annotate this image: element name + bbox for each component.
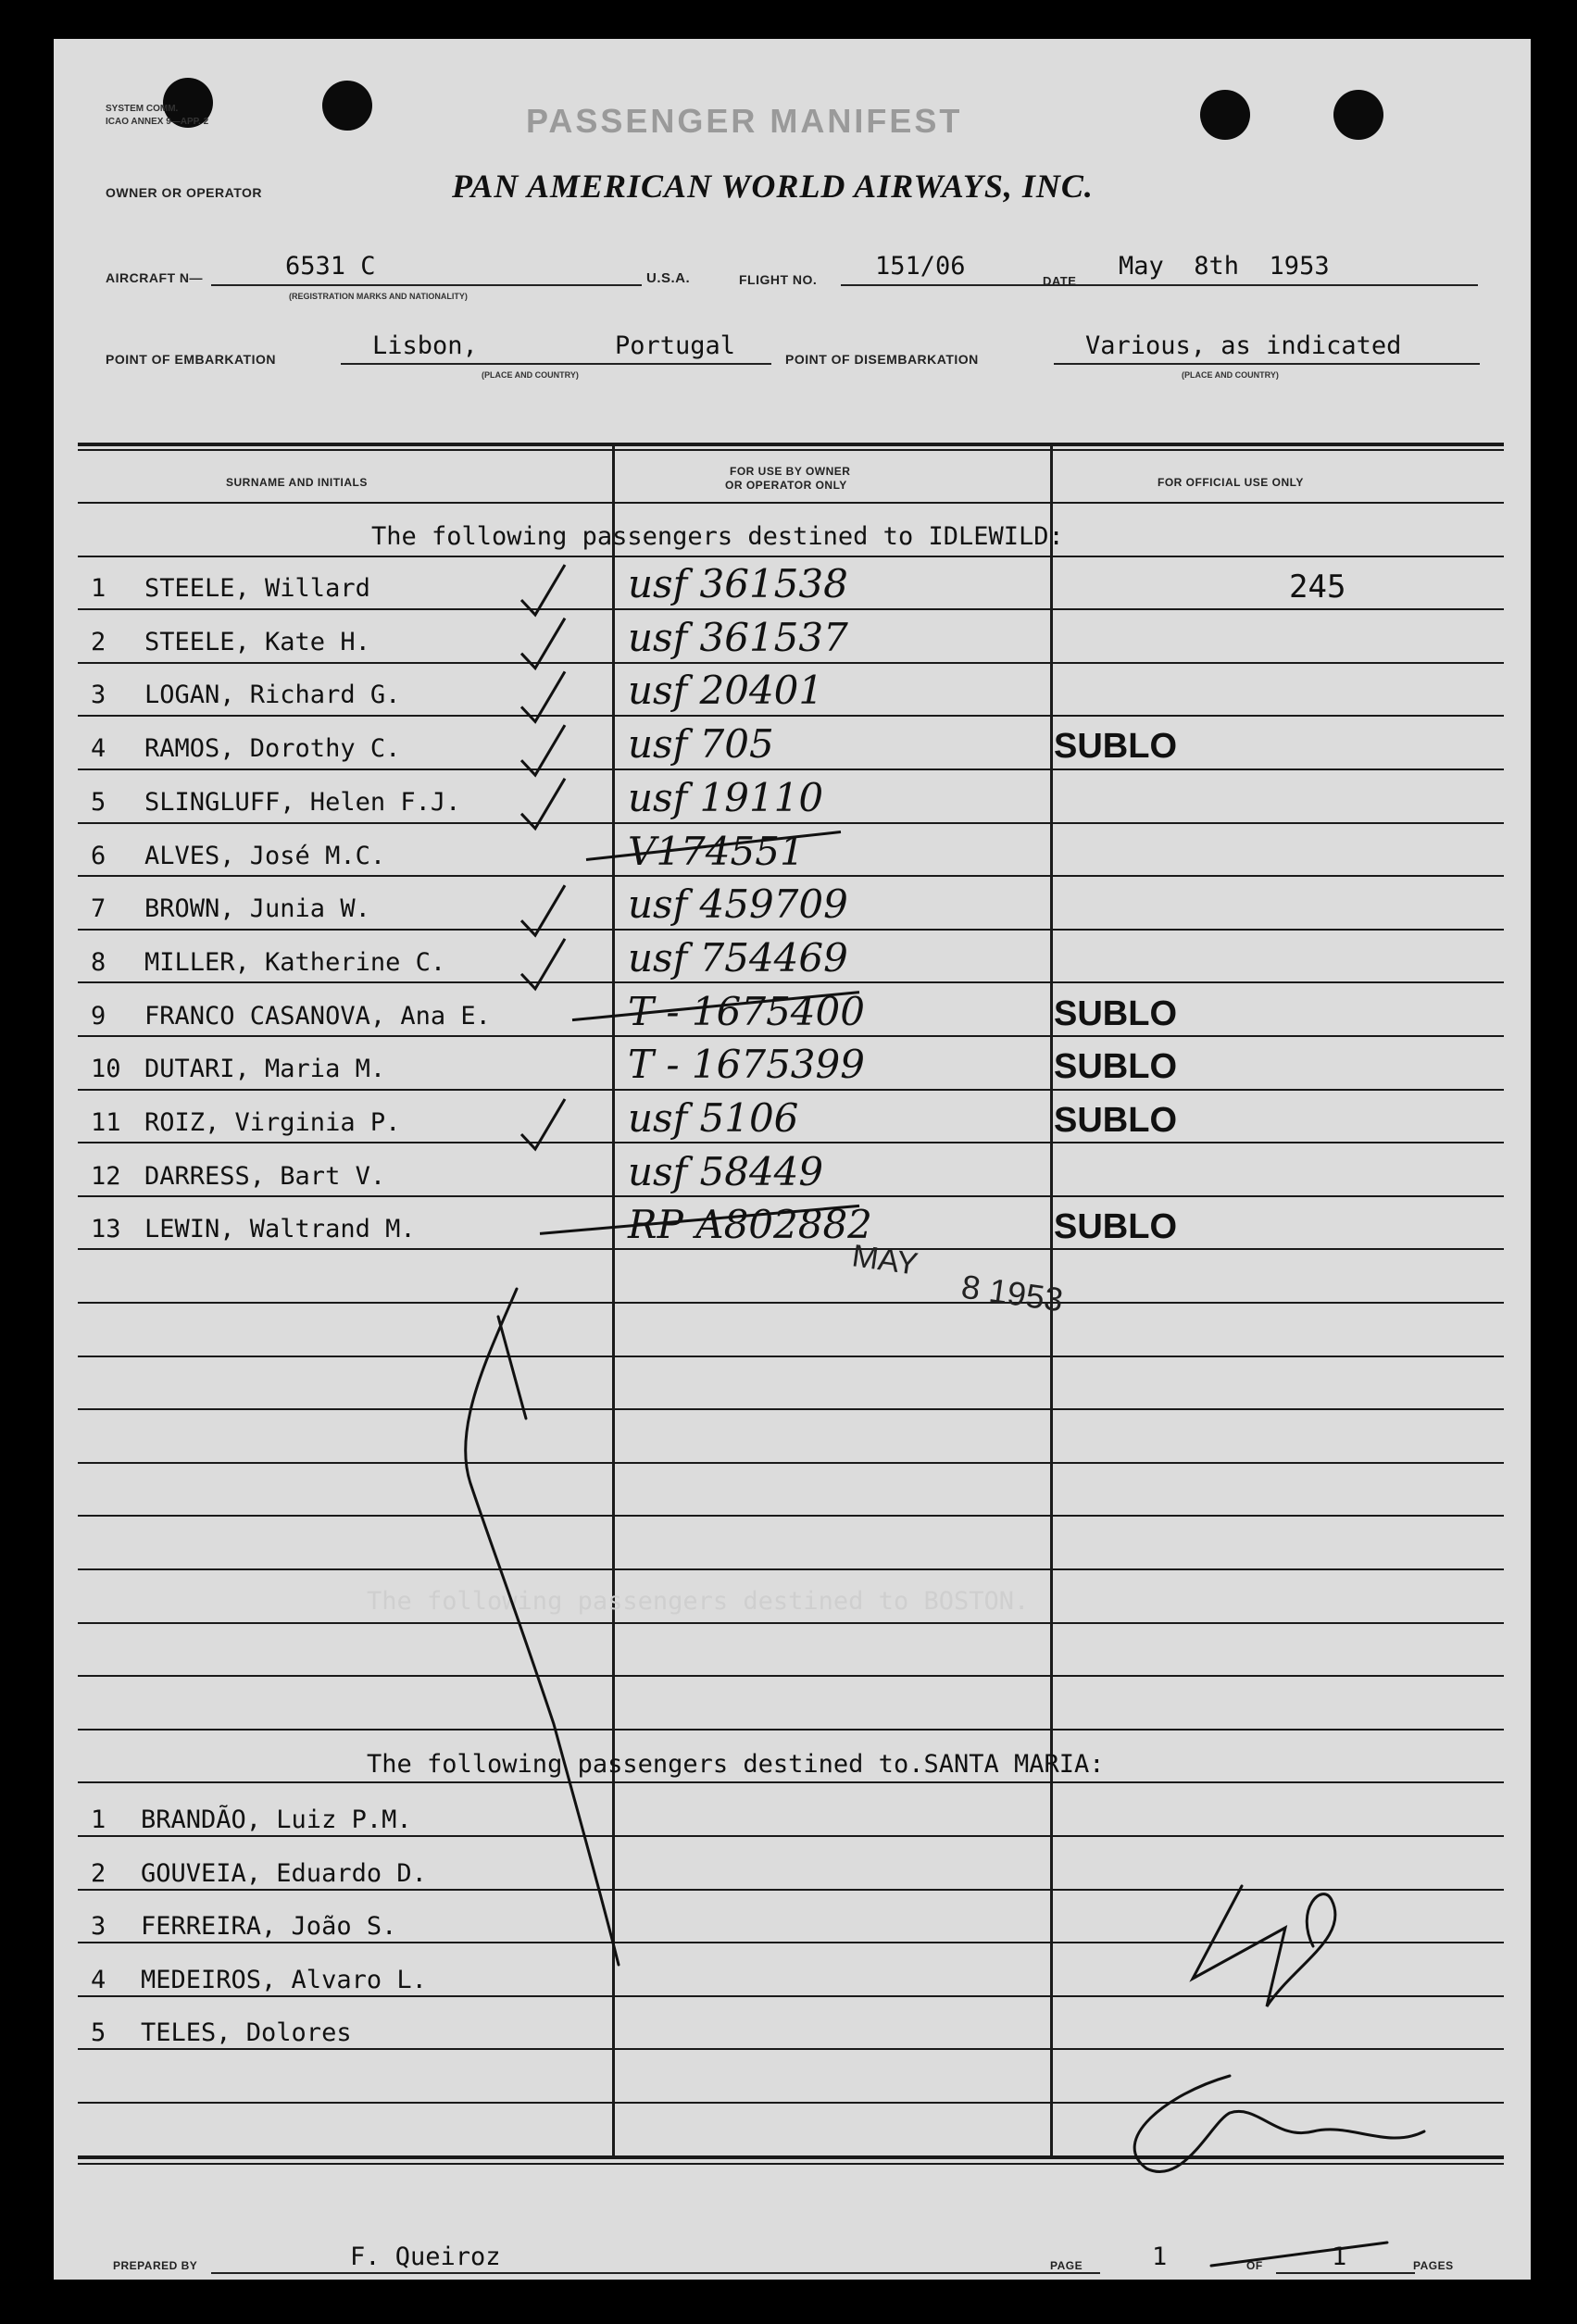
row-number: 5 xyxy=(91,2018,106,2048)
passenger-name: FRANCO CASANOVA, Ana E. xyxy=(144,1001,491,1031)
row-number: 1 xyxy=(91,1805,106,1834)
flight-value: 151/06 xyxy=(875,252,966,281)
row-number: 1 xyxy=(91,574,106,603)
document-number: RP A802882 xyxy=(628,1202,872,1248)
passenger-name: DARRESS, Bart V. xyxy=(144,1161,386,1191)
document-number: usf 361537 xyxy=(628,614,848,660)
long-pen-line xyxy=(466,1289,619,1965)
document-title: PASSENGER MANIFEST xyxy=(526,102,963,140)
manifest-sheet xyxy=(54,39,1531,2280)
row-number: 10 xyxy=(91,1055,121,1084)
page-label: PAGE xyxy=(1050,2259,1083,2272)
official-note: SUBLO xyxy=(1054,993,1177,1033)
official-note: SUBLO xyxy=(1054,727,1177,767)
pen-tick xyxy=(498,1317,526,1418)
passenger-name: ALVES, José M.C. xyxy=(144,841,386,870)
row-number: 4 xyxy=(91,1965,106,1994)
underline xyxy=(211,2272,1100,2274)
underline xyxy=(1276,2272,1415,2274)
row-number: 2 xyxy=(91,627,106,656)
received-stamp-date: 8 1953 xyxy=(958,1267,1066,1319)
passenger-name: GOUVEIA, Eduardo D. xyxy=(141,1858,427,1888)
passenger-name: FERREIRA, João S. xyxy=(141,1912,397,1942)
date-label: DATE xyxy=(1043,274,1077,288)
pages-value: 1 xyxy=(1332,2243,1347,2271)
section-heading-idlewild: The following passengers destined to IDLEWILD: xyxy=(371,522,1064,551)
official-note: SUBLO xyxy=(1054,1207,1177,1247)
form-annex: ICAO ANNEX 9—APP. 2 xyxy=(106,117,209,127)
row-number: 12 xyxy=(91,1161,121,1191)
embarkation-country: Portugal xyxy=(615,331,736,360)
passenger-name: MILLER, Katherine C. xyxy=(144,947,446,977)
passenger-name: LOGAN, Richard G. xyxy=(144,681,401,710)
embarkation-note: (PLACE AND COUNTRY) xyxy=(482,370,579,380)
disembarkation-label: POINT OF DISEMBARKATION xyxy=(785,352,979,367)
owner-value: PAN AMERICAN WORLD AIRWAYS, INC. xyxy=(452,168,1094,205)
section-heading-santa-maria: The following passengers destined to.SANTA MARIA: xyxy=(367,1750,1105,1779)
official-note: SUBLO xyxy=(1054,1101,1177,1140)
document-number: usf 361538 xyxy=(628,561,848,606)
owner-label: OWNER OR OPERATOR xyxy=(106,185,262,200)
row-number: 7 xyxy=(91,894,106,924)
document-number: usf 58449 xyxy=(628,1148,824,1194)
passenger-name: DUTARI, Maria M. xyxy=(144,1055,386,1084)
passenger-name: STEELE, Willard xyxy=(144,574,370,603)
document-number: usf 19110 xyxy=(628,774,824,820)
disembarkation-value: Various, as indicated xyxy=(1085,331,1402,360)
passenger-name: ROIZ, Virginia P. xyxy=(144,1108,401,1137)
section-heading-boston-faint: The following passengers destined to BOSTON. xyxy=(367,1587,1030,1616)
row-number: 2 xyxy=(91,1858,106,1888)
form-code: SYSTEM COMM. xyxy=(106,104,179,114)
flight-label: FLIGHT NO. xyxy=(739,272,818,287)
official-initials xyxy=(1193,1886,1335,2006)
document-number: usf 5106 xyxy=(628,1095,799,1141)
document-number: V174551 xyxy=(628,828,805,874)
column-header-operator: OR OPERATOR ONLY xyxy=(725,479,847,492)
of-label: OF xyxy=(1246,2259,1263,2272)
pages-label: PAGES xyxy=(1413,2259,1454,2272)
received-stamp-month: MAY xyxy=(849,1238,920,1282)
row-number: 13 xyxy=(91,1215,121,1244)
row-number: 4 xyxy=(91,734,106,764)
document-number: usf 754469 xyxy=(628,934,848,981)
row-number: 6 xyxy=(91,841,106,870)
usa-label: U.S.A. xyxy=(646,270,691,286)
document-number: usf 459709 xyxy=(628,881,848,928)
aircraft-value: 6531 C xyxy=(285,252,376,281)
passenger-name: STEELE, Kate H. xyxy=(144,627,370,656)
column-header-name: SURNAME AND INITIALS xyxy=(226,476,368,489)
disembarkation-note: (PLACE AND COUNTRY) xyxy=(1182,370,1279,380)
page-value: 1 xyxy=(1152,2243,1168,2271)
row-number: 5 xyxy=(91,787,106,817)
row-number: 11 xyxy=(91,1108,121,1137)
prepared-by-value: F. Queiroz xyxy=(350,2243,501,2271)
document-number: T - 1675399 xyxy=(628,1042,865,1088)
row-number: 8 xyxy=(91,947,106,977)
embarkation-city: Lisbon, xyxy=(372,331,478,360)
column-header-official: FOR OFFICIAL USE ONLY xyxy=(1158,476,1304,489)
document-number: usf 20401 xyxy=(628,668,824,714)
registration-note: (REGISTRATION MARKS AND NATIONALITY) xyxy=(289,292,468,301)
passenger-name: BRANDÃO, Luiz P.M. xyxy=(141,1805,412,1834)
passenger-name: LEWIN, Waltrand M. xyxy=(144,1215,416,1244)
passenger-name: RAMOS, Dorothy C. xyxy=(144,734,401,764)
row-number: 3 xyxy=(91,1912,106,1942)
date-value: May 8th 1953 xyxy=(1119,252,1330,281)
handwritten-marks xyxy=(54,39,1531,2280)
row-number: 9 xyxy=(91,1001,106,1031)
passenger-name: TELES, Dolores xyxy=(141,2018,352,2048)
official-note: 245 xyxy=(1289,569,1346,606)
passenger-name: MEDEIROS, Alvaro L. xyxy=(141,1965,427,1994)
column-header-operator: FOR USE BY OWNER xyxy=(730,465,851,478)
official-signature xyxy=(1134,2076,1424,2172)
document-number: usf 705 xyxy=(628,721,774,768)
aircraft-label: AIRCRAFT N— xyxy=(106,270,204,285)
signature-underline xyxy=(1211,2243,1387,2266)
row-number: 3 xyxy=(91,681,106,710)
embarkation-label: POINT OF EMBARKATION xyxy=(106,352,276,367)
official-note: SUBLO xyxy=(1054,1047,1177,1087)
prepared-by-label: PREPARED BY xyxy=(113,2259,198,2272)
passenger-name: SLINGLUFF, Helen F.J. xyxy=(144,787,461,817)
document-number: T - 1675400 xyxy=(628,988,865,1034)
passenger-name: BROWN, Junia W. xyxy=(144,894,370,924)
